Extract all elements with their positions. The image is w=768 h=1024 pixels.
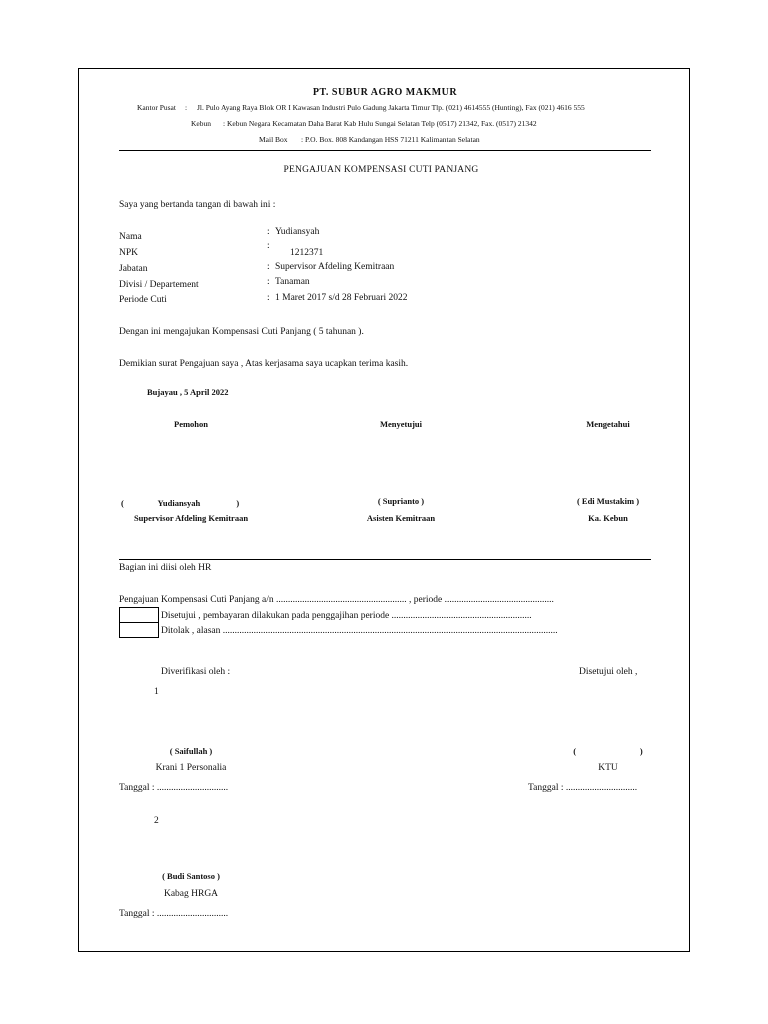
verifier1-position: Krani 1 Personalia [155, 763, 227, 773]
estate-address: : Kebun Negara Kecamatan Daha Barat Kab Hulu Sungai Selatan Telp (0517) 21342, Fax. (0517) 21342 [223, 119, 537, 128]
signature-position-approver: Asisten Kemitraan [366, 513, 436, 523]
field-label-divisi: Divisi / Departement [119, 280, 199, 290]
mailbox-address: : P.O. Box. 808 Kandangan HSS 71211 Kalimantan Selatan [301, 135, 480, 144]
verifier2-date: Tanggal : .............................. [119, 909, 229, 919]
field-sep-divisi: : [267, 277, 270, 287]
header-divider [119, 150, 651, 151]
signature-name-acknowledger: ( Edi Mustakim ) [576, 496, 640, 506]
signature-position-applicant: Supervisor Afdeling Kemitraan [133, 513, 249, 523]
hr-approver-date: Tanggal : .............................. [528, 783, 638, 793]
field-label-periode: Periode Cuti [119, 295, 167, 305]
verifier1-date: Tanggal : .............................. [119, 783, 229, 793]
field-sep-periode: : [267, 293, 270, 303]
signature-role-applicant: Pemohon [174, 419, 208, 429]
field-value-npk: 1212371 [290, 248, 324, 258]
signature-name-applicant: ( Yudiansyah ) [121, 498, 240, 508]
office-sep: : [185, 103, 188, 112]
company-name: PT. SUBUR AGRO MAKMUR [312, 87, 458, 98]
office-address: Jl. Pulo Ayang Raya Blok OR I Kawasan Industri Pulo Gadung Jakarta Timur Tlp. (021) 4614555 (Hunting), Fax (021) 4616 555 [197, 103, 585, 112]
field-sep-npk: : [267, 241, 270, 251]
document-title: PENGAJUAN KOMPENSASI CUTI PANJANG [283, 165, 479, 175]
field-sep-nama: : [267, 227, 270, 237]
hr-approver-position: KTU [598, 763, 618, 773]
hr-line-application: Pengajuan Kompensasi Cuti Panjang a/n ....................................................... , periode .............................................. [119, 595, 554, 605]
body-text-2: Demikian surat Pengajuan saya , Atas kerjasama saya ucapkan terima kasih. [119, 359, 409, 369]
verifier2-position: Kabag HRGA [163, 889, 219, 899]
field-label-jabatan: Jabatan [119, 264, 148, 274]
field-value-nama: Yudiansyah [275, 227, 320, 237]
rejected-checkbox[interactable] [119, 622, 159, 638]
hr-approver-name: ( ) [573, 746, 643, 756]
place-date: Bujayau , 5 April 2022 [147, 387, 229, 397]
signature-position-acknowledger: Ka. Kebun [588, 513, 628, 523]
signature-role-acknowledger: Mengetahui [586, 419, 630, 429]
office-label: Kantor Pusat [137, 103, 176, 112]
verifier1-name: ( Saifullah ) [169, 746, 213, 756]
verifier2-name: ( Budi Santoso ) [162, 871, 220, 881]
approved-checkbox[interactable] [119, 607, 159, 623]
approved-by-label: Disetujui oleh , [579, 667, 638, 677]
field-value-divisi: Tanaman [275, 277, 310, 287]
verified-by-label: Diverifikasi oleh : [161, 667, 231, 677]
hr-section-title: Bagian ini diisi oleh HR [119, 563, 212, 573]
intro-text: Saya yang bertanda tangan di bawah ini : [119, 200, 276, 210]
signature-name-approver: ( Suprianto ) [377, 496, 425, 506]
signature-role-approver: Menyetujui [379, 419, 423, 429]
field-label-nama: Nama [119, 232, 142, 242]
hr-rejected-text: Ditolak , alasan ............................................................................................................................................. [161, 626, 558, 636]
verifier-number-1: 1 [154, 687, 159, 697]
hr-approved-text: Disetujui , pembayaran dilakukan pada penggajihan periode ........................................................... [161, 611, 532, 621]
field-label-npk: NPK [119, 248, 139, 258]
hr-section-divider [119, 559, 651, 560]
field-value-periode: 1 Maret 2017 s/d 28 Februari 2022 [275, 293, 408, 303]
verifier-number-2: 2 [154, 816, 159, 826]
estate-label: Kebun [191, 119, 211, 128]
field-sep-jabatan: : [267, 262, 270, 272]
mailbox-label: Mail Box [259, 135, 288, 144]
field-value-jabatan: Supervisor Afdeling Kemitraan [275, 262, 395, 272]
body-text-1: Dengan ini mengajukan Kompensasi Cuti Panjang ( 5 tahunan ). [119, 327, 364, 337]
document-page [78, 68, 690, 952]
